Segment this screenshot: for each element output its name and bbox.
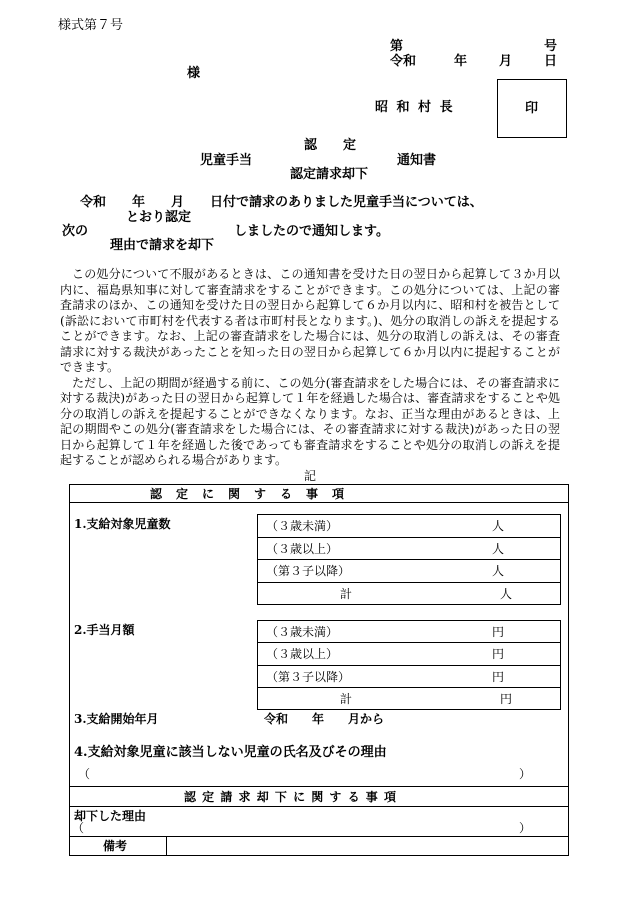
item2-row3-label: （第３子以降） (266, 670, 351, 684)
item4-label: 4.支給対象児童に該当しない児童の氏名及びその理由 (74, 745, 387, 760)
item2-row3-unit: 円 (492, 670, 505, 684)
section2-header: 認 定 請 求 却 下 に 関 す る 事 項 (184, 790, 397, 804)
item1-total-label: 計 (340, 587, 353, 601)
intro-date: 令和 年 月 日付で請求のありました児童手当については、 (80, 195, 483, 210)
title-nintei: 認 定 (304, 138, 357, 153)
seal-label: 印 (525, 101, 539, 116)
item4-open-paren: （ (78, 767, 91, 781)
date-year: 年 (454, 54, 468, 69)
notice-paragraph-1: この処分について不服があるときは、この通知書を受けた日の翌日から起算して３か月以内に、福島県知事に対して審査請求をすることができます。この処分については、上記の審査請求のほか、この通知を受けた日の翌日から起算して６か月以内に、昭和村を被告として(訴訟において市町村を代表する者は市町村長となります。)、処分の取消しの訴えを提起することができます。なお、上記の審査請求をした場合には、処分の取消しの訴えは、その審査請求に対する裁決があったことを知った日の翌日から起算して６か月以内に提起することができます。 (60, 267, 560, 374)
remarks-label: 備考 (103, 839, 128, 853)
divider (69, 502, 569, 503)
item1-row2-label: （３歳以上） (266, 542, 339, 556)
divider (257, 559, 561, 560)
intro-tsugi: 次の (62, 224, 89, 239)
divider (69, 786, 569, 787)
addressee-suffix: 様 (187, 66, 201, 81)
notice-text (60, 267, 560, 469)
divider (69, 806, 569, 807)
divider (257, 642, 561, 643)
reject-reason-label: 却下した理由 (74, 809, 147, 823)
issuer: 昭 和 村 長 (375, 100, 455, 115)
item2-total-unit: 円 (500, 692, 513, 706)
item3-label: 3.支給開始年月 (74, 712, 159, 726)
item1-row3-label: （第３子以降） (266, 564, 351, 578)
item2-row2-label: （３歳以上） (266, 647, 339, 661)
item1-row1-label: （３歳未満） (266, 519, 339, 533)
seal-box (497, 79, 567, 138)
item1-total-unit: 人 (500, 587, 513, 601)
divider (257, 582, 561, 583)
intro-rest: しましたので通知します。 (234, 224, 389, 239)
intro-option-kyakka: 理由で請求を却下 (110, 238, 215, 253)
reject-open-paren: （ (72, 821, 85, 835)
notice-paragraph-2: ただし、上記の期間が経過する前に、この処分(審査請求をした場合には、その審査請求に対する裁決)があった日の翌日から起算して１年を経過した場合は、審査請求をすることや処分の取消しの訴えを提起することができなくなります。なお、正当な理由があるときは、上記の期間やこの処分(審査請求をした場合には、その審査請求に対する裁決)があった日の翌日から起算して１年を経過した後であっても審査請求をすることや処分の取消しの訴えを提起することが認められる場合があります。 (60, 375, 560, 467)
divider (166, 836, 167, 856)
doc-number-go: 号 (544, 39, 558, 54)
divider (257, 537, 561, 538)
title-kyakka: 認定請求却下 (290, 167, 369, 182)
item1-row2-unit: 人 (492, 542, 505, 556)
intro-option-nintei: とおり認定 (126, 210, 192, 225)
reject-close-paren: ） (519, 821, 532, 835)
item2-row2-unit: 円 (492, 647, 505, 661)
title-tsuchisho: 通知書 (397, 153, 437, 168)
divider (257, 665, 561, 666)
divider (69, 836, 569, 837)
section1-header: 認 定 に 関 す る 事 項 (150, 487, 346, 501)
item2-total-label: 計 (340, 692, 353, 706)
divider (257, 687, 561, 688)
date-era: 令和 (390, 54, 417, 69)
doc-number-dai: 第 (390, 39, 404, 54)
item2-label: 2.手当月額 (74, 623, 135, 637)
item2-row1-unit: 円 (492, 625, 505, 639)
date-day: 日 (544, 54, 558, 69)
item1-row1-unit: 人 (492, 519, 505, 533)
item2-row1-label: （３歳未満） (266, 625, 339, 639)
item3-value: 令和 年 月から (264, 712, 385, 726)
form-number: 様式第７号 (58, 18, 124, 33)
item1-label: 1.支給対象児童数 (74, 517, 171, 531)
item1-row3-unit: 人 (492, 564, 505, 578)
ki-label: 記 (304, 469, 317, 483)
item4-close-paren: ） (519, 767, 532, 781)
date-month: 月 (499, 54, 513, 69)
title-jidou-teate: 児童手当 (200, 153, 253, 168)
